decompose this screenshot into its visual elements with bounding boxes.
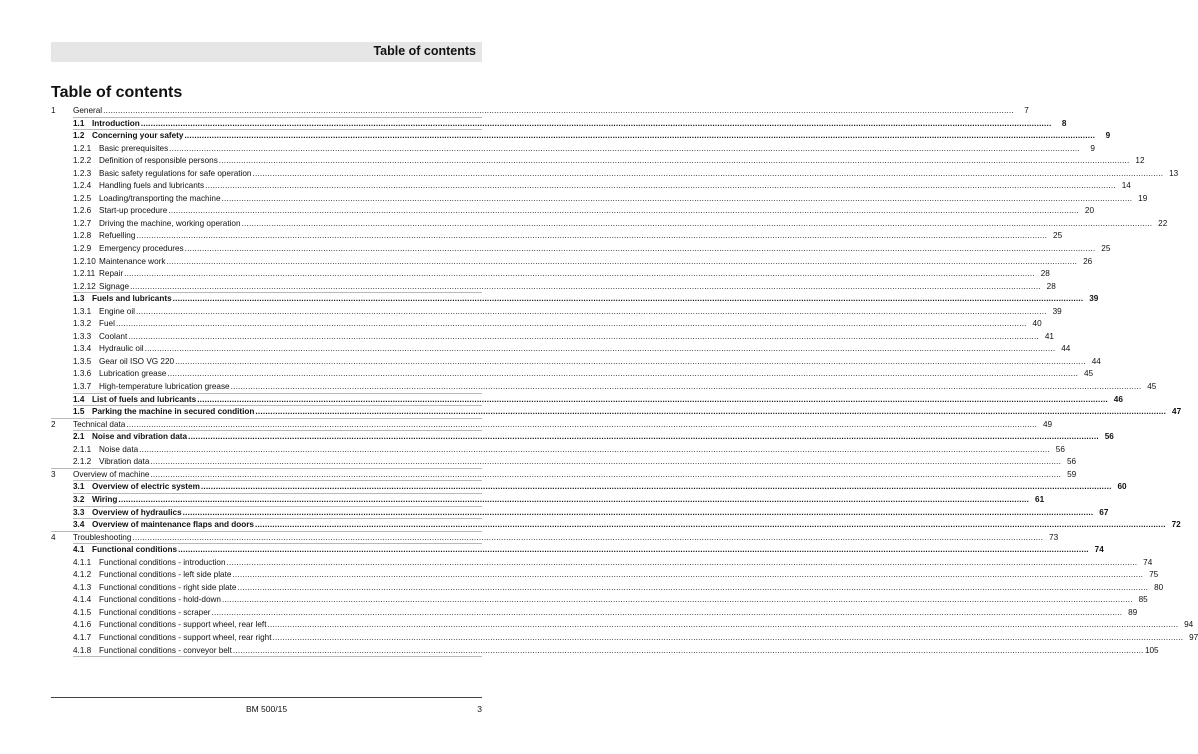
toc-entry-title: Functional conditions - support wheel, rear left bbox=[99, 620, 267, 630]
toc-entry-number: 4.1 bbox=[73, 545, 85, 555]
toc-leader-dots bbox=[255, 406, 1166, 419]
toc-entry-page: 25 bbox=[1053, 231, 1063, 241]
toc-entry[interactable] bbox=[51, 180, 1131, 193]
toc-entry[interactable] bbox=[51, 306, 1062, 319]
toc-entry[interactable] bbox=[51, 256, 1093, 269]
toc-entry[interactable] bbox=[51, 557, 1153, 570]
toc-leader-dots bbox=[255, 519, 1166, 532]
toc-entry-page: 59 bbox=[1067, 469, 1077, 479]
toc-entry-title: Technical data bbox=[73, 419, 126, 429]
toc-leader-dots bbox=[232, 569, 1143, 582]
toc-entry-number: 3.4 bbox=[73, 520, 85, 530]
toc-leader-dots bbox=[178, 544, 1089, 557]
toc-entry-page: 7 bbox=[1024, 106, 1029, 115]
toc-entry-title: Basic prerequisites bbox=[99, 143, 169, 153]
toc-entry-page: 56 bbox=[1055, 444, 1065, 454]
toc-entry[interactable] bbox=[51, 205, 1094, 218]
toc-entry-number: 4 bbox=[51, 532, 56, 542]
toc-leader-dots bbox=[252, 168, 1163, 181]
toc-entry-page: 14 bbox=[1121, 181, 1131, 191]
toc-entry-page: 49 bbox=[1042, 419, 1053, 429]
toc-leader-dots bbox=[136, 230, 1047, 243]
toc-entry-page: 45 bbox=[1083, 369, 1094, 379]
toc-entry-page: 94 bbox=[1184, 620, 1194, 630]
toc-entry-number: 1.2.7 bbox=[73, 218, 92, 228]
toc-leader-dots bbox=[183, 507, 1094, 520]
toc-entry-number: 1.2.11 bbox=[73, 269, 96, 279]
toc-entry-title: Signage bbox=[99, 281, 130, 291]
toc-entry-page: 45 bbox=[1147, 382, 1157, 392]
toc-entry-number: 2.1.2 bbox=[73, 457, 92, 467]
toc-entry-title: Functional conditions - right side plate bbox=[99, 582, 237, 592]
toc-entry-number: 1.3.5 bbox=[73, 356, 92, 366]
header-title: Table of contents bbox=[373, 44, 476, 58]
toc-entry-number: 1.2.3 bbox=[73, 168, 92, 178]
toc-leader-dots bbox=[132, 532, 1043, 545]
toc-entry[interactable] bbox=[51, 193, 1148, 206]
toc-leader-dots bbox=[184, 130, 1095, 143]
toc-entry-title: Coolant bbox=[99, 331, 128, 341]
toc-entry-number: 1.3.1 bbox=[73, 306, 92, 316]
toc-entry-title: Overview of machine bbox=[73, 469, 150, 479]
toc-leader-dots bbox=[128, 331, 1039, 344]
toc-entry[interactable] bbox=[51, 281, 1056, 294]
toc-entry[interactable] bbox=[51, 293, 1099, 306]
toc-entry-title: Basic safety regulations for safe operation bbox=[99, 168, 252, 178]
toc-leader-dots bbox=[118, 494, 1029, 507]
toc-leader-dots bbox=[201, 481, 1112, 494]
toc-entry[interactable] bbox=[51, 105, 1029, 118]
toc-entry[interactable] bbox=[51, 494, 1045, 507]
toc-entry-title: Concerning your safety bbox=[92, 131, 184, 141]
toc-entry-number: 4.1.6 bbox=[73, 620, 92, 630]
toc-leader-dots bbox=[222, 193, 1133, 206]
toc-leader-dots bbox=[188, 431, 1099, 444]
toc-entry-page: 73 bbox=[1049, 532, 1059, 542]
toc-entry[interactable] bbox=[51, 607, 1138, 620]
toc-entry-title: Definition of responsible persons bbox=[99, 156, 218, 166]
toc-entry-page: 75 bbox=[1149, 570, 1159, 580]
toc-entry-title: Functional conditions - hold-down bbox=[99, 595, 221, 605]
toc-entry-number: 3.3 bbox=[73, 507, 85, 517]
toc-entry[interactable] bbox=[51, 519, 1181, 532]
toc-entry-page: 40 bbox=[1032, 319, 1042, 329]
toc-entry-page: 46 bbox=[1113, 394, 1123, 404]
toc-entry-title: Functional conditions - introduction bbox=[99, 557, 226, 567]
toc-leader-dots bbox=[150, 469, 1061, 482]
toc-entry[interactable] bbox=[51, 507, 1109, 520]
toc-entry-number: 4.1.3 bbox=[73, 582, 92, 592]
toc-entry-title: Handling fuels and lubricants bbox=[99, 181, 205, 191]
toc-entry[interactable] bbox=[51, 268, 1050, 281]
toc-entry[interactable] bbox=[51, 544, 1104, 557]
toc-entry-title: Wiring bbox=[92, 494, 118, 504]
toc-entry-title: Fuel bbox=[99, 319, 115, 329]
toc-entry-title: Functional conditions - left side plate bbox=[99, 570, 232, 580]
toc-entry-number: 1.2.5 bbox=[73, 193, 92, 203]
toc-entry-title: Start-up procedure bbox=[99, 206, 168, 216]
toc-entry[interactable] bbox=[51, 469, 1077, 482]
toc-leader-dots bbox=[141, 118, 1052, 131]
toc-entry-number: 3 bbox=[51, 469, 56, 479]
toc-entry-page: 39 bbox=[1052, 306, 1062, 316]
footer-divider bbox=[51, 697, 482, 698]
toc-entry-title: List of fuels and lubricants bbox=[92, 394, 197, 404]
toc-entry-page: 26 bbox=[1083, 256, 1093, 266]
toc-leader-dots bbox=[219, 155, 1130, 168]
toc-entry-number: 1.1 bbox=[73, 118, 85, 128]
toc-entry-number: 1.3.7 bbox=[73, 382, 92, 392]
toc-entry-page: 25 bbox=[1101, 244, 1111, 254]
toc-entry-page: 72 bbox=[1171, 520, 1181, 530]
toc-leader-dots bbox=[227, 557, 1138, 570]
toc-entry-title: Functional conditions bbox=[92, 545, 178, 555]
toc-entry[interactable] bbox=[51, 532, 1059, 545]
toc-entry[interactable] bbox=[51, 444, 1065, 457]
toc-entry-page: 67 bbox=[1099, 507, 1109, 517]
toc-entry-number: 3.1 bbox=[73, 482, 85, 492]
toc-entry-page: 20 bbox=[1084, 206, 1094, 216]
toc-entry-page: 56 bbox=[1067, 457, 1077, 467]
toc-entry-title: Vibration data bbox=[99, 457, 150, 467]
toc-entry-number: 1.5 bbox=[73, 407, 85, 417]
toc-entry-page: 85 bbox=[1138, 595, 1148, 605]
toc-entry-title: Maintenance work bbox=[99, 256, 166, 266]
toc-entry-page: 9 bbox=[1105, 131, 1111, 141]
toc-leader-dots bbox=[139, 444, 1050, 457]
toc-entry[interactable] bbox=[51, 318, 1042, 331]
toc-entry[interactable] bbox=[51, 331, 1054, 344]
toc-entry-page: 44 bbox=[1061, 344, 1071, 354]
toc-entry-number: 1.2.12 bbox=[73, 281, 96, 291]
toc-entry-title: Overview of maintenance flaps and doors bbox=[92, 520, 254, 530]
toc-entry-number: 1.3.6 bbox=[73, 369, 92, 379]
toc-entry-number: 4.1.1 bbox=[73, 557, 92, 567]
toc-entry-page: 13 bbox=[1169, 168, 1179, 178]
toc-entry-page: 60 bbox=[1117, 482, 1127, 492]
toc-entry-page: 44 bbox=[1091, 356, 1101, 366]
toc-entry-number: 1.3.2 bbox=[73, 319, 92, 329]
toc-entry[interactable] bbox=[51, 594, 1148, 607]
page-title: Table of contents bbox=[51, 84, 183, 101]
toc-entry-title: Fuels and lubricants bbox=[92, 294, 172, 304]
toc-entry-title: Functional conditions - conveyor belt bbox=[99, 645, 232, 655]
toc-entry-page: 39 bbox=[1089, 294, 1099, 304]
footer-page-number: 3 bbox=[477, 704, 482, 714]
toc-entry-page: 22 bbox=[1158, 218, 1168, 228]
toc-entry-number: 1.2.2 bbox=[73, 156, 92, 166]
toc-leader-dots bbox=[222, 594, 1133, 607]
toc-entry-title: Emergency procedures bbox=[99, 244, 184, 254]
header-bar bbox=[51, 42, 482, 62]
toc-entry-title: Overview of hydraulics bbox=[92, 507, 182, 517]
toc-entry-page: 8 bbox=[1061, 118, 1067, 128]
toc-leader-dots bbox=[145, 343, 1056, 356]
toc-entry[interactable] bbox=[51, 368, 1094, 381]
toc-entry-title: Overview of electric system bbox=[92, 482, 200, 492]
toc-entry[interactable] bbox=[51, 218, 1168, 231]
toc-entry[interactable] bbox=[51, 645, 1159, 658]
toc-entry-number: 4.1.4 bbox=[73, 595, 92, 605]
toc-entry-page: 74 bbox=[1094, 545, 1104, 555]
toc-leader-dots bbox=[166, 256, 1077, 269]
toc-entry-title: Gear oil ISO VG 220 bbox=[99, 356, 175, 366]
toc-entry-number: 1 bbox=[51, 106, 56, 115]
toc-entry[interactable] bbox=[51, 394, 1123, 407]
toc-leader-dots bbox=[272, 632, 1183, 645]
toc-leader-dots bbox=[169, 143, 1080, 156]
toc-entry[interactable] bbox=[51, 431, 1114, 444]
toc-entry-number: 2.1.1 bbox=[73, 444, 92, 454]
toc-entry-number: 2.1 bbox=[73, 432, 85, 442]
toc-leader-dots bbox=[130, 281, 1041, 294]
toc-entry[interactable] bbox=[51, 569, 1159, 582]
toc-entry[interactable] bbox=[51, 143, 1095, 156]
toc-entry-title: Loading/transporting the machine bbox=[99, 193, 221, 203]
toc-entry-number: 1.3.4 bbox=[73, 344, 92, 354]
toc-entry-title: Engine oil bbox=[99, 306, 135, 316]
toc-leader-dots bbox=[212, 607, 1123, 620]
toc-entry[interactable] bbox=[51, 155, 1145, 168]
toc-entry-title: Troubleshooting bbox=[73, 532, 132, 542]
toc-entry[interactable] bbox=[51, 456, 1077, 469]
toc-entry[interactable] bbox=[51, 632, 1198, 645]
toc-entry-number: 4.1.5 bbox=[73, 607, 92, 617]
toc-leader-dots bbox=[150, 456, 1061, 469]
toc-entry-number: 1.2.10 bbox=[73, 256, 96, 266]
toc-entry[interactable] bbox=[51, 356, 1101, 369]
toc-entry[interactable] bbox=[51, 582, 1164, 595]
toc-entry-number: 1.2.9 bbox=[73, 244, 92, 254]
toc-entry-title: Repair bbox=[99, 269, 124, 279]
toc-entry-title: Functional conditions - support wheel, rear right bbox=[99, 632, 272, 642]
toc-entry-page: 97 bbox=[1189, 632, 1198, 642]
toc-leader-dots bbox=[167, 368, 1078, 381]
toc-entry-title: General bbox=[73, 106, 103, 115]
toc-leader-dots bbox=[136, 306, 1047, 319]
footer-document-id: BM 500/15 bbox=[245, 704, 288, 714]
toc-leader-dots bbox=[233, 645, 1144, 658]
toc-entry-page: 28 bbox=[1046, 281, 1056, 291]
toc-entry-title: Refuelling bbox=[99, 231, 136, 241]
toc-entry-title: Lubrication grease bbox=[99, 369, 167, 379]
toc-leader-dots bbox=[175, 356, 1086, 369]
toc-leader-dots bbox=[205, 180, 1116, 193]
toc-entry-title: Noise and vibration data bbox=[92, 432, 188, 442]
toc-entry-number: 1.2.8 bbox=[73, 231, 92, 241]
toc-entry-page: 28 bbox=[1040, 269, 1050, 279]
toc-entry-number: 1.2 bbox=[73, 131, 85, 141]
toc-entry-number: 1.2.6 bbox=[73, 206, 92, 216]
toc-entry-number: 4.1.2 bbox=[73, 570, 92, 580]
toc-leader-dots bbox=[103, 105, 1014, 118]
toc-entry[interactable] bbox=[51, 419, 1053, 432]
toc-entry-title: Driving the machine, working operation bbox=[99, 218, 241, 228]
toc-entry-page: 80 bbox=[1154, 582, 1164, 592]
toc-entry[interactable] bbox=[51, 343, 1071, 356]
toc-entry[interactable] bbox=[51, 406, 1182, 419]
toc-entry[interactable] bbox=[51, 130, 1111, 143]
toc-entry-title: Parking the machine in secured condition bbox=[92, 407, 255, 417]
toc-entry-title: High-temperature lubrication grease bbox=[99, 382, 230, 392]
toc-entry[interactable] bbox=[51, 381, 1157, 394]
toc-entry[interactable] bbox=[51, 481, 1127, 494]
toc-leader-dots bbox=[124, 268, 1035, 281]
toc-entry-number: 1.3.3 bbox=[73, 331, 92, 341]
toc-entry-title: Hydraulic oil bbox=[99, 344, 144, 354]
toc-entry-page: 19 bbox=[1138, 193, 1148, 203]
toc-entry-title: Noise data bbox=[99, 444, 139, 454]
table-of-contents bbox=[51, 105, 1198, 657]
toc-leader-dots bbox=[168, 205, 1079, 218]
toc-entry-page: 12 bbox=[1135, 156, 1145, 166]
toc-leader-dots bbox=[231, 381, 1142, 394]
toc-entry-number: 3.2 bbox=[73, 494, 85, 504]
toc-entry-page: 89 bbox=[1128, 607, 1138, 617]
toc-entry-number: 1.3 bbox=[73, 294, 85, 304]
toc-leader-dots bbox=[173, 293, 1084, 306]
toc-leader-dots bbox=[197, 394, 1108, 407]
toc-entry-page: 105 bbox=[1144, 645, 1159, 655]
toc-leader-dots bbox=[242, 218, 1153, 231]
toc-entry[interactable] bbox=[51, 243, 1111, 256]
toc-entry-number: 4.1.7 bbox=[73, 632, 92, 642]
toc-leader-dots bbox=[267, 619, 1178, 632]
toc-entry-page: 41 bbox=[1044, 331, 1054, 341]
toc-entry-page: 9 bbox=[1090, 143, 1095, 153]
toc-entry-page: 61 bbox=[1035, 494, 1045, 504]
toc-leader-dots bbox=[116, 318, 1027, 331]
toc-leader-dots bbox=[126, 419, 1037, 432]
toc-entry-number: 1.4 bbox=[73, 394, 85, 404]
toc-entry[interactable] bbox=[51, 230, 1063, 243]
toc-leader-dots bbox=[237, 582, 1148, 595]
toc-entry-page: 74 bbox=[1143, 557, 1153, 567]
toc-entry-title: Functional conditions - scraper bbox=[99, 607, 211, 617]
toc-entry-number: 4.1.8 bbox=[73, 645, 92, 655]
toc-entry-page: 47 bbox=[1172, 407, 1182, 417]
toc-entry[interactable] bbox=[51, 168, 1179, 181]
toc-entry-number: 1.2.1 bbox=[73, 143, 92, 153]
toc-entry-number: 2 bbox=[51, 419, 56, 429]
toc-entry[interactable] bbox=[51, 118, 1067, 131]
toc-entry-title: Introduction bbox=[92, 118, 140, 128]
toc-leader-dots bbox=[185, 243, 1096, 256]
toc-entry-number: 1.2.4 bbox=[73, 181, 92, 191]
toc-entry[interactable] bbox=[51, 619, 1194, 632]
toc-entry-page: 56 bbox=[1104, 432, 1114, 442]
